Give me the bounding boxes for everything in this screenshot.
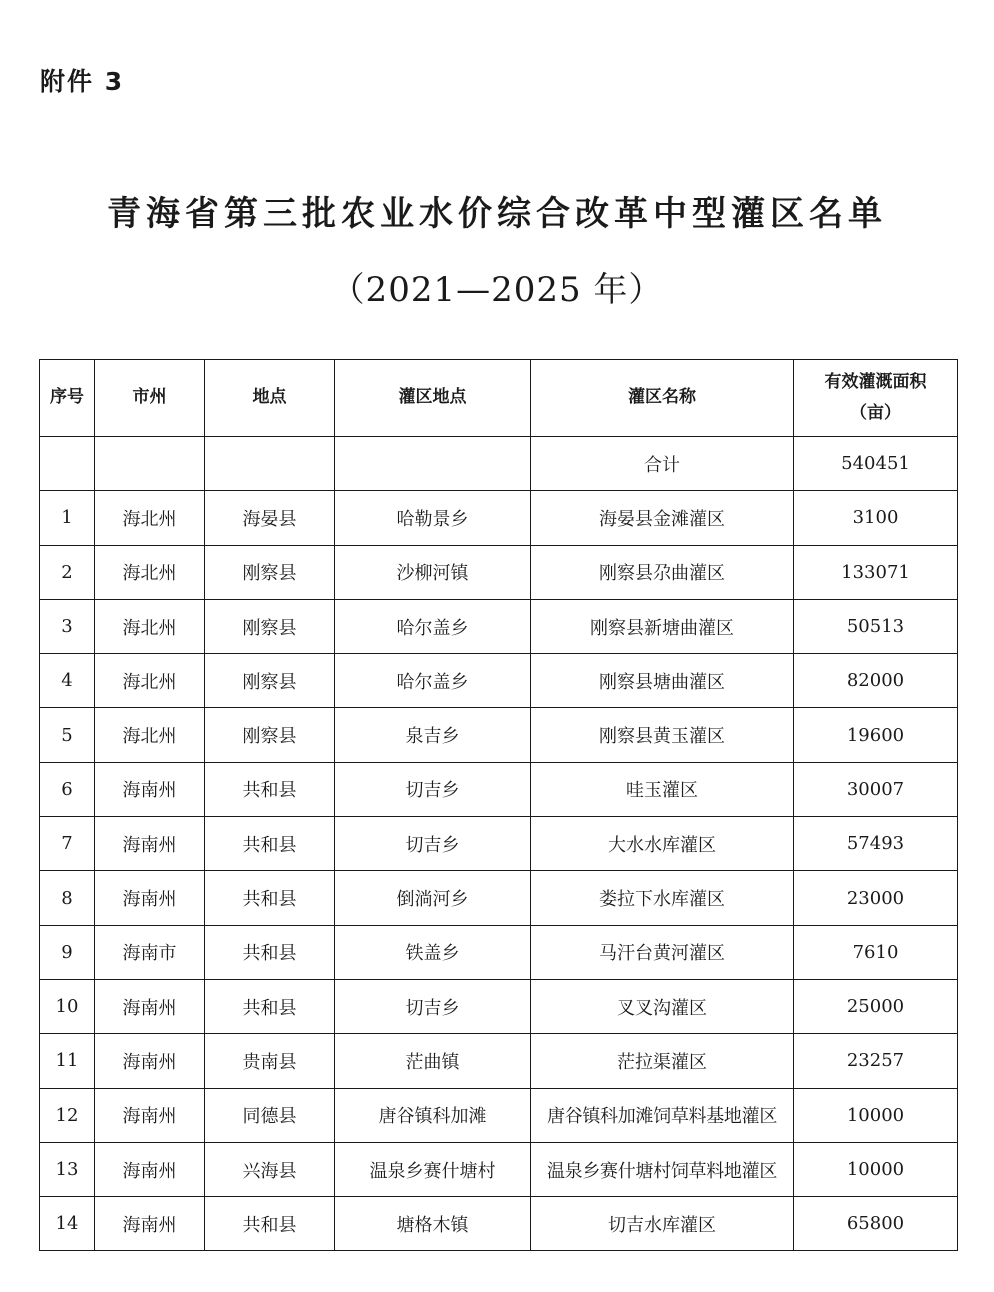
cell-county: 共和县 xyxy=(205,871,335,925)
cell-irrigation-location: 温泉乡赛什塘村 xyxy=(335,1142,531,1196)
cell-irrigation-location: 塘格木镇 xyxy=(335,1197,531,1251)
total-empty-cell xyxy=(40,437,95,491)
cell-effective-area: 25000 xyxy=(794,979,958,1033)
header-location: 地点 xyxy=(205,360,335,437)
cell-irrigation-name: 刚察县塘曲灌区 xyxy=(531,654,794,708)
cell-index: 9 xyxy=(40,925,95,979)
cell-effective-area: 57493 xyxy=(794,817,958,871)
cell-effective-area: 10000 xyxy=(794,1142,958,1196)
table-row xyxy=(40,871,958,925)
cell-county: 贵南县 xyxy=(205,1034,335,1088)
document-subtitle: （2021—2025 年） xyxy=(330,270,664,310)
irrigation-district-table xyxy=(39,359,958,1251)
cell-effective-area: 65800 xyxy=(794,1197,958,1251)
cell-irrigation-name: 马汗台黄河灌区 xyxy=(531,925,794,979)
table-row xyxy=(40,925,958,979)
cell-effective-area: 23000 xyxy=(794,871,958,925)
cell-index: 5 xyxy=(40,708,95,762)
cell-city: 海北州 xyxy=(95,708,205,762)
cell-index: 11 xyxy=(40,1034,95,1088)
cell-city: 海南州 xyxy=(95,1197,205,1251)
table-row xyxy=(40,599,958,653)
cell-city: 海南州 xyxy=(95,1142,205,1196)
cell-effective-area: 7610 xyxy=(794,925,958,979)
cell-county: 共和县 xyxy=(205,925,335,979)
cell-irrigation-name: 大水水库灌区 xyxy=(531,817,794,871)
cell-irrigation-name: 茫拉渠灌区 xyxy=(531,1034,794,1088)
cell-index: 2 xyxy=(40,545,95,599)
header-area-line1: 有效灌溉面积 xyxy=(824,371,927,392)
cell-city: 海南州 xyxy=(95,979,205,1033)
total-label: 合计 xyxy=(531,437,794,491)
table-row xyxy=(40,1034,958,1088)
cell-county: 海晏县 xyxy=(205,491,335,545)
table-row xyxy=(40,1088,958,1142)
cell-city: 海南州 xyxy=(95,871,205,925)
cell-irrigation-location: 倒淌河乡 xyxy=(335,871,531,925)
cell-county: 共和县 xyxy=(205,1197,335,1251)
cell-city: 海北州 xyxy=(95,599,205,653)
cell-county: 同德县 xyxy=(205,1088,335,1142)
attachment-label: 附件 3 xyxy=(40,67,125,96)
header-area-line2: （亩） xyxy=(850,403,901,423)
cell-index: 8 xyxy=(40,871,95,925)
total-empty-cell xyxy=(205,437,335,491)
cell-irrigation-name: 温泉乡赛什塘村饲草料地灌区 xyxy=(531,1142,794,1196)
table-row xyxy=(40,708,958,762)
cell-irrigation-name: 娄拉下水库灌区 xyxy=(531,871,794,925)
header-irrigation-name: 灌区名称 xyxy=(531,360,794,437)
cell-irrigation-name: 哇玉灌区 xyxy=(531,762,794,816)
cell-index: 6 xyxy=(40,762,95,816)
table-row xyxy=(40,1197,958,1251)
header-index: 序号 xyxy=(40,360,95,437)
cell-index: 3 xyxy=(40,599,95,653)
cell-county: 刚察县 xyxy=(205,599,335,653)
cell-county: 共和县 xyxy=(205,979,335,1033)
total-value: 540451 xyxy=(794,437,958,491)
cell-irrigation-name: 切吉水库灌区 xyxy=(531,1197,794,1251)
cell-effective-area: 23257 xyxy=(794,1034,958,1088)
table-row xyxy=(40,762,958,816)
cell-effective-area: 3100 xyxy=(794,491,958,545)
cell-county: 共和县 xyxy=(205,817,335,871)
cell-irrigation-location: 切吉乡 xyxy=(335,817,531,871)
table-row xyxy=(40,1142,958,1196)
cell-irrigation-location: 切吉乡 xyxy=(335,979,531,1033)
cell-effective-area: 30007 xyxy=(794,762,958,816)
cell-irrigation-location: 泉吉乡 xyxy=(335,708,531,762)
table-row xyxy=(40,491,958,545)
cell-city: 海北州 xyxy=(95,545,205,599)
cell-irrigation-location: 哈勒景乡 xyxy=(335,491,531,545)
header-city: 市州 xyxy=(95,360,205,437)
total-empty-cell xyxy=(335,437,531,491)
total-row xyxy=(40,437,958,491)
cell-irrigation-location: 哈尔盖乡 xyxy=(335,599,531,653)
cell-effective-area: 19600 xyxy=(794,708,958,762)
cell-irrigation-name: 唐谷镇科加滩饲草料基地灌区 xyxy=(531,1088,794,1142)
cell-city: 海北州 xyxy=(95,491,205,545)
cell-irrigation-name: 海晏县金滩灌区 xyxy=(531,491,794,545)
cell-county: 刚察县 xyxy=(205,708,335,762)
cell-city: 海南市 xyxy=(95,925,205,979)
cell-index: 10 xyxy=(40,979,95,1033)
cell-effective-area: 10000 xyxy=(794,1088,958,1142)
cell-irrigation-location: 切吉乡 xyxy=(335,762,531,816)
cell-irrigation-location: 铁盖乡 xyxy=(335,925,531,979)
table-row xyxy=(40,545,958,599)
header-irrigation-location: 灌区地点 xyxy=(335,360,531,437)
cell-city: 海南州 xyxy=(95,762,205,816)
cell-city: 海南州 xyxy=(95,1034,205,1088)
cell-index: 4 xyxy=(40,654,95,708)
cell-index: 7 xyxy=(40,817,95,871)
cell-effective-area: 133071 xyxy=(794,545,958,599)
cell-irrigation-location: 哈尔盖乡 xyxy=(335,654,531,708)
cell-irrigation-name: 刚察县黄玉灌区 xyxy=(531,708,794,762)
table-row xyxy=(40,979,958,1033)
cell-irrigation-location: 茫曲镇 xyxy=(335,1034,531,1088)
document-title: 青海省第三批农业水价综合改革中型灌区名单 xyxy=(107,194,887,234)
cell-index: 12 xyxy=(40,1088,95,1142)
cell-city: 海北州 xyxy=(95,654,205,708)
cell-index: 14 xyxy=(40,1197,95,1251)
cell-effective-area: 82000 xyxy=(794,654,958,708)
cell-irrigation-name: 刚察县新塘曲灌区 xyxy=(531,599,794,653)
cell-county: 共和县 xyxy=(205,762,335,816)
cell-county: 刚察县 xyxy=(205,545,335,599)
cell-irrigation-location: 沙柳河镇 xyxy=(335,545,531,599)
cell-city: 海南州 xyxy=(95,1088,205,1142)
cell-irrigation-location: 唐谷镇科加滩 xyxy=(335,1088,531,1142)
cell-county: 兴海县 xyxy=(205,1142,335,1196)
table-row xyxy=(40,817,958,871)
cell-city: 海南州 xyxy=(95,817,205,871)
total-empty-cell xyxy=(95,437,205,491)
table-header-row xyxy=(40,360,958,437)
cell-irrigation-name: 刚察县尕曲灌区 xyxy=(531,545,794,599)
cell-index: 1 xyxy=(40,491,95,545)
cell-effective-area: 50513 xyxy=(794,599,958,653)
cell-irrigation-name: 叉叉沟灌区 xyxy=(531,979,794,1033)
cell-county: 刚察县 xyxy=(205,654,335,708)
table-row xyxy=(40,654,958,708)
header-effective-area xyxy=(794,360,958,437)
cell-index: 13 xyxy=(40,1142,95,1196)
